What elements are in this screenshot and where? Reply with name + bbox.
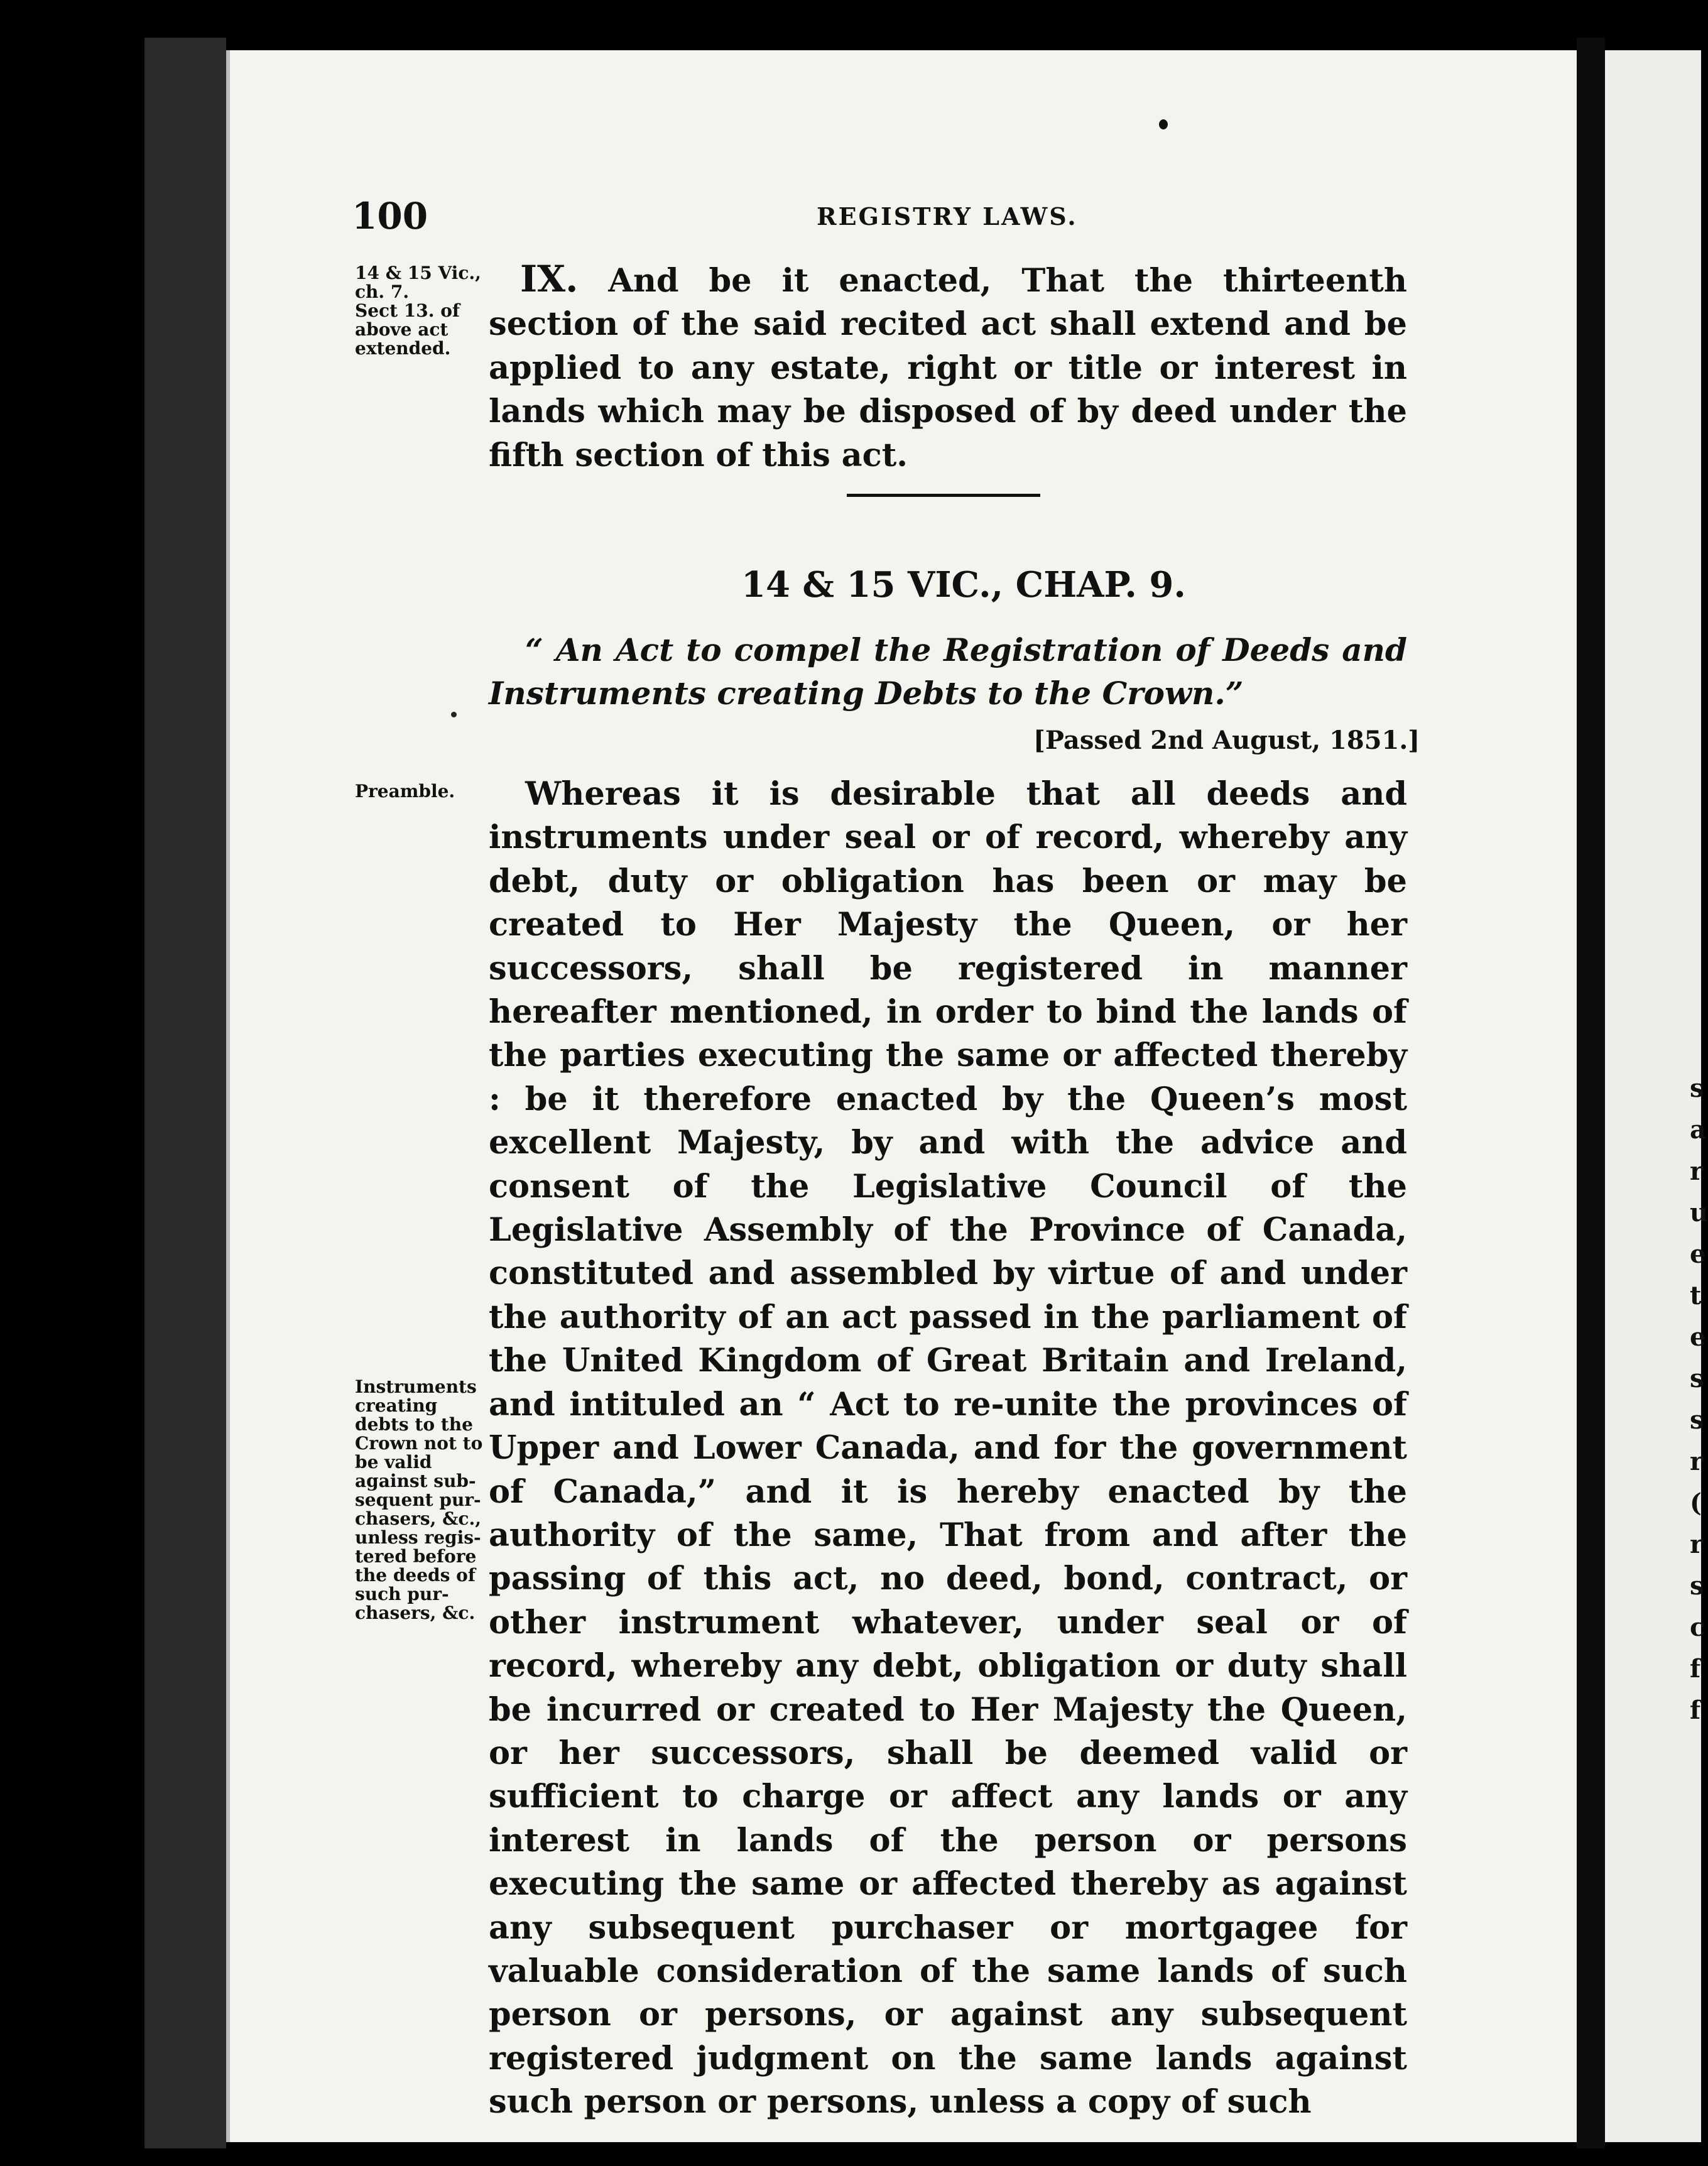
margin-note-section-ix: 14 & 15 Vic., ch. 7. Sect 13. of above act extended. — [355, 263, 481, 359]
ink-speck — [1159, 119, 1168, 129]
facing-letter: ( — [1690, 1488, 1702, 1518]
margin-note-preamble: Preamble. — [355, 781, 455, 802]
section-ix-text: And be it enacted, That the thirteenth section of the said recited act shall extend and be applied to any estate, right or title or interest in lands which may be disposed of by deed under the fifth section of this act. — [489, 262, 1407, 474]
book-edge-gutter — [1577, 38, 1605, 2148]
facing-letter: s — [1690, 1364, 1704, 1393]
facing-letter: e — [1690, 1322, 1706, 1352]
page-number: 100 — [352, 195, 428, 237]
facing-letter: f — [1690, 1695, 1701, 1725]
act-title: “ An Act to compel the Registration of Deeds and Instruments creating Debts to the Crown.” — [489, 631, 1407, 712]
facing-letter: f — [1690, 1654, 1701, 1684]
facing-letter: a — [1690, 1115, 1706, 1145]
facing-letter: u — [1690, 1198, 1708, 1227]
margin-note-instruments: Instruments creating debts to the Crown not to be valid against sub- sequent pur- chasers, &c., unless regis- tered before the deeds of such pur- chasers, &c. — [355, 1376, 483, 1623]
facing-letter: s — [1690, 1405, 1704, 1435]
facing-letter: e — [1690, 1239, 1706, 1269]
passed-date: [Passed 2nd August, 1851.] — [1033, 726, 1420, 755]
facing-letter: r — [1690, 1447, 1704, 1476]
facing-page-fragment — [1605, 50, 1708, 2142]
facing-letter: t — [1690, 1281, 1702, 1310]
running-head: REGISTRY LAWS. — [817, 202, 1078, 231]
section-numeral: IX. — [520, 258, 579, 300]
facing-letter: r — [1690, 1156, 1704, 1186]
preamble-paragraph: Whereas it is desirable that all deeds and instruments under seal or of record, whereby any debt, duty or obligation has been or may be created to Her Majesty the Queen, or her successors, shall be registered in manner hereafter mentioned, in order to bind the lands of the parties executing the same or affected thereby : be it therefore enacted by the Queen’s most excellent Majesty, by and with the advice and consent of the Legislative Council of the Legislative Assembly of the Province of Canada, constituted and assembled by virtue of and under the authority of an act passed in the parliament of the United Kingdom of Great Britain and Ireland, and intituled an “ Act to re-unite the provinces of Upper and Lower Canada, and for the government of Canada,” and it is hereby enacted by the authority of the same, That from and after the passing of this act, no deed, bond, contract, or other instrument whatever, under seal or of record, whereby any debt, obligation or duty shall be incurred or created to Her Majesty the Queen, or her successors, shall be deemed valid or sufficient to charge or affect any lands or any interest in lands of the person or persons executing the same or affected thereby as against any subsequent purchaser or mortgagee for valuable consideration of the same lands of such person or persons, or against any subsequent registered judgment on the same lands against such person or persons, unless a copy of such — [489, 775, 1407, 2121]
facing-letter: r — [1690, 1530, 1704, 1559]
facing-letter: c — [1690, 1613, 1705, 1642]
section-ix-paragraph — [489, 258, 1407, 477]
facing-letter: s — [1690, 1571, 1704, 1601]
facing-page-letters — [1690, 1068, 1708, 1731]
facing-letter: s — [1690, 1074, 1704, 1103]
book-edge-left — [144, 38, 226, 2148]
section-divider — [847, 494, 1040, 497]
chapter-heading: 14 & 15 VIC., CHAP. 9. — [741, 564, 1186, 606]
ink-speck — [451, 712, 457, 717]
